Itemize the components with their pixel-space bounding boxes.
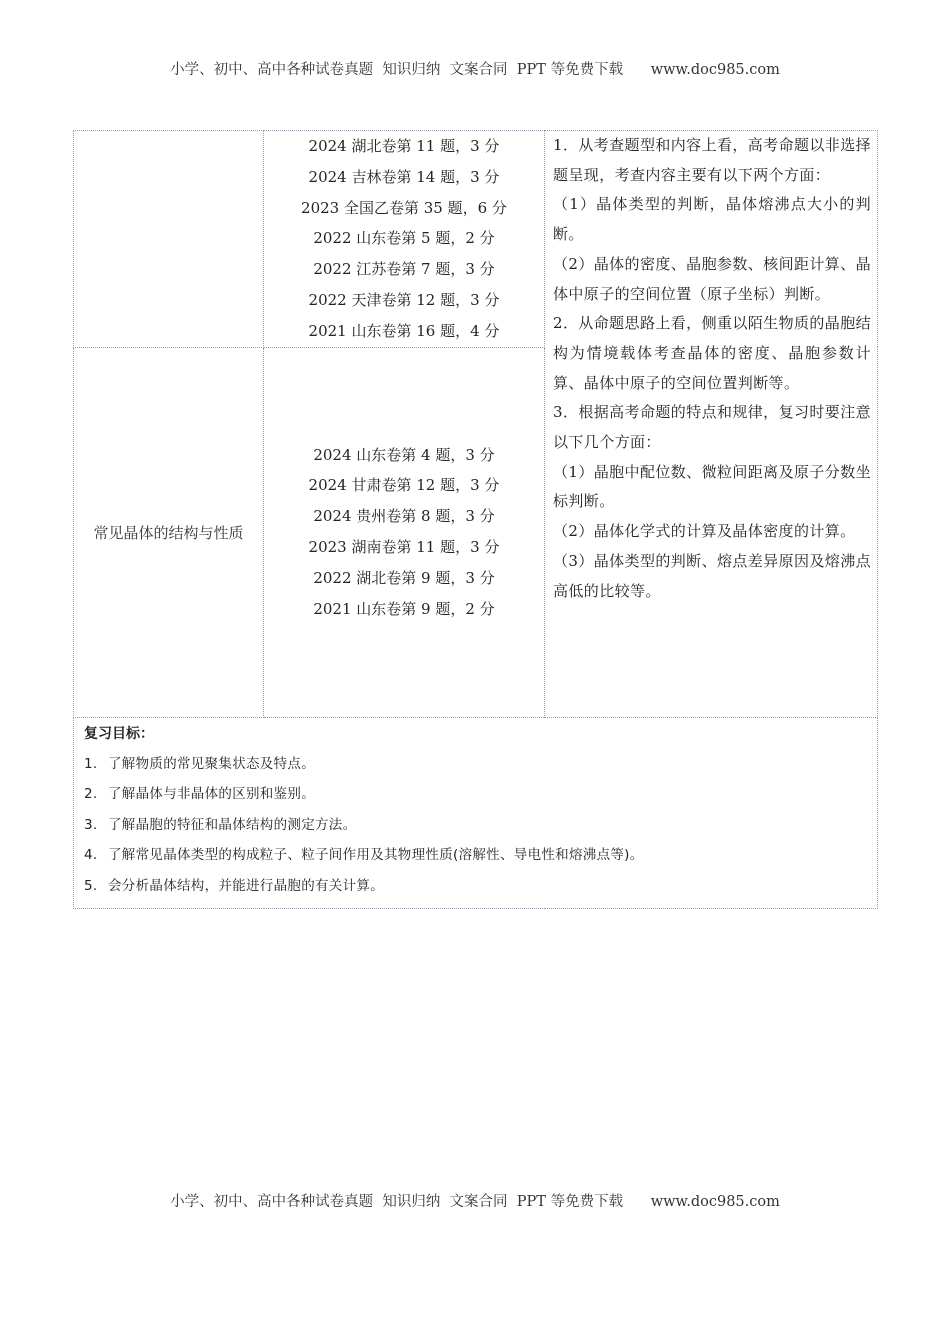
exam-item: 2023 湖南卷第 11 题，3 分: [308, 538, 500, 557]
exam-item: 2024 贵州卷第 8 题，3 分: [313, 507, 495, 526]
analysis-text: [553, 131, 871, 606]
analysis-paragraph: （3）晶体类型的判断、熔点差异原因及熔沸点高低的比较等。: [553, 551, 871, 600]
goal-number: 2.: [84, 786, 98, 803]
goal-item: [84, 840, 867, 871]
analysis-cell: [545, 131, 878, 718]
review-goals-title: 复习目标：: [84, 725, 154, 742]
exam-item: 2024 山东卷第 4 题，3 分: [313, 445, 495, 464]
topic-cell: 常见晶体的结构与性质: [74, 347, 264, 717]
analysis-paragraph: 3．根据高考命题的特点和规律，复习时要注意以下几个方面：: [553, 403, 871, 452]
table-row: [74, 717, 878, 908]
analysis-paragraph: 2．从命题思路上看，侧重以陌生物质的晶胞结构为情境载体考查晶体的密度、晶胞参数计算、晶体中原子的空间位置判断等。: [553, 314, 871, 392]
exam-item: 2022 江苏卷第 7 题，3 分: [313, 260, 495, 279]
analysis-paragraph: （2）晶体的密度、晶胞参数、核间距计算、晶体中原子的空间位置（原子坐标）判断。: [553, 254, 871, 303]
goal-text: 了解常见晶体类型的构成粒子、粒子间作用及其物理性质(溶解性、导电性和熔沸点等)。: [108, 847, 644, 864]
exam-list: [264, 440, 544, 625]
exam-list-cell: [264, 347, 545, 717]
exam-list: [264, 131, 544, 347]
goal-item: [84, 810, 867, 841]
goal-item: [84, 749, 867, 780]
goal-text: 了解晶体与非晶体的区别和鉴别。: [108, 786, 315, 803]
exam-item: 2022 天津卷第 12 题，3 分: [308, 290, 500, 309]
goal-number: 5.: [84, 877, 98, 894]
exam-item: 2022 山东卷第 5 题，2 分: [313, 229, 495, 248]
analysis-paragraph: （1）晶胞中配位数、微粒间距离及原子分数坐标判断。: [553, 462, 871, 511]
exam-item: 2024 吉林卷第 14 题，3 分: [308, 167, 500, 186]
exam-item: 2021 山东卷第 16 题，4 分: [308, 321, 500, 340]
goal-text: 了解物质的常见聚集状态及特点。: [108, 755, 315, 772]
page-footer: 小学、初中、高中各种试卷真题 知识归纳 文案合同 PPT 等免费下载 www.doc985.com: [170, 1194, 780, 1210]
exam-item: 2024 甘肃卷第 12 题，3 分: [308, 476, 500, 495]
exam-item: 2023 全国乙卷第 35 题，6 分: [301, 198, 507, 217]
goal-item: [84, 779, 867, 810]
goal-text: 了解晶胞的特征和晶体结构的测定方法。: [108, 816, 357, 833]
analysis-paragraph: 1．从考查题型和内容上看，高考命题以非选择题呈现，考查内容主要有以下两个方面：: [553, 136, 871, 184]
goal-number: 4.: [84, 847, 98, 864]
exam-item: 2022 湖北卷第 9 题，3 分: [313, 568, 495, 587]
goal-number: 1.: [84, 755, 98, 772]
review-goals-cell: [74, 717, 878, 908]
page-header: 小学、初中、高中各种试卷真题 知识归纳 文案合同 PPT 等免费下载 www.doc985.com: [170, 62, 780, 78]
analysis-paragraph: （2）晶体化学式的计算及晶体密度的计算。: [553, 522, 856, 541]
topic-cell-empty: [74, 131, 264, 348]
exam-list-cell: [264, 131, 545, 348]
exam-item: 2024 湖北卷第 11 题，3 分: [308, 137, 500, 155]
analysis-paragraph: （1）晶体类型的判断，晶体熔沸点大小的判断。: [553, 195, 871, 244]
exam-analysis-table: [73, 130, 878, 909]
table-row: [74, 131, 878, 348]
goal-number: 3.: [84, 816, 98, 833]
goal-item: [84, 871, 867, 902]
goal-text: 会分析晶体结构，并能进行晶胞的有关计算。: [108, 877, 384, 894]
exam-item: 2021 山东卷第 9 题，2 分: [313, 599, 495, 618]
